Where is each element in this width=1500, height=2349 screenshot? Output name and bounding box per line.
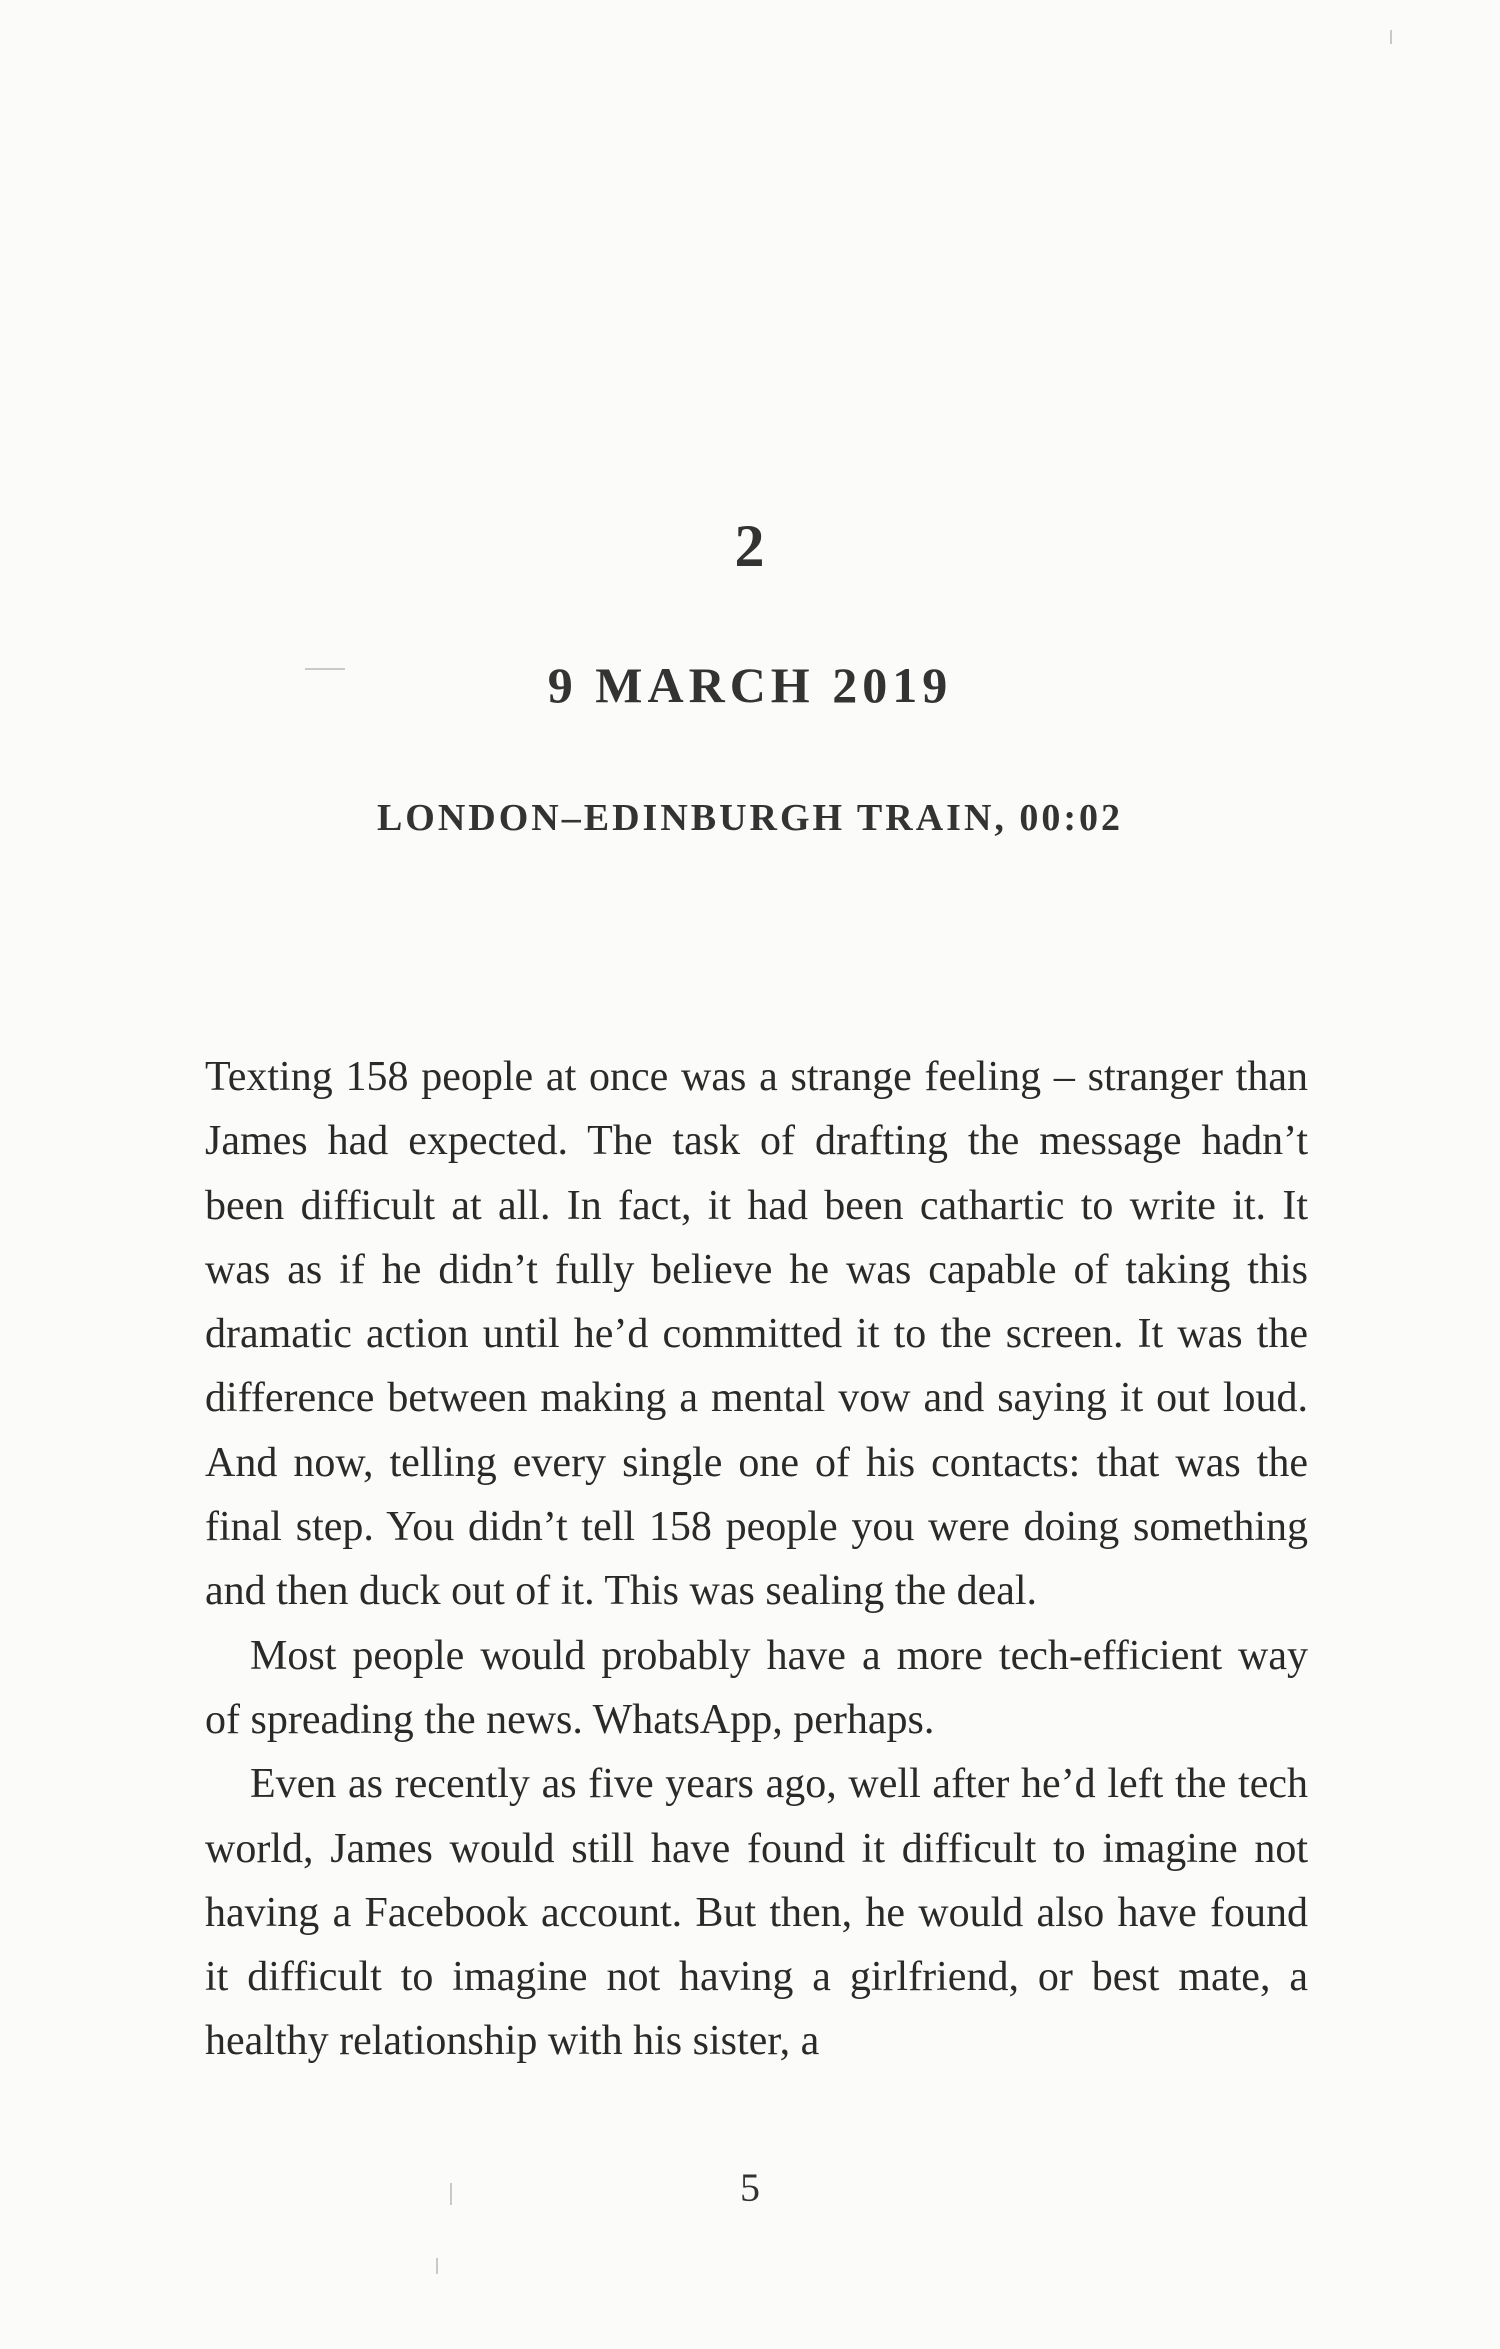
chapter-number: 2 <box>734 513 766 579</box>
paragraph: Even as recently as five years ago, well after he’d left the tech world, James would still have found it difficult to imagine not having a Facebook account. But then, he would also have found it difficult to imagine not having a girlfriend, or best mate, a healthy relationship with his sister, a <box>205 1761 1308 2065</box>
paragraph: Most people would probably have a more tech-efficient way of spreading the news. WhatsApp, perhaps. <box>205 1632 1308 1743</box>
page-number: 5 <box>740 2165 760 2210</box>
paragraph: Texting 158 people at once was a strange feeling – stranger than James had expected. The task of drafting the message hadn’t been difficult at all. In fact, it had been cathartic to write it. It was as if he didn’t fully believe he was capable of taking this dramatic action until he’d committed it to the screen. It was the difference between making a mental vow and saying it out loud. And now, telling every single one of his contacts: that was the final step. You didn’t tell 158 people you were doing something and then duck out of it. This was sealing the deal. <box>205 1054 1308 1615</box>
scan-speck <box>436 2258 438 2274</box>
scan-speck <box>450 2183 452 2205</box>
chapter-date: 9 MARCH 2019 <box>547 657 953 713</box>
body-text <box>205 1045 1308 2074</box>
scan-speck <box>1390 30 1392 44</box>
chapter-location: LONDON–EDINBURGH TRAIN, 00:02 <box>376 797 1124 839</box>
scan-speck <box>305 668 345 670</box>
